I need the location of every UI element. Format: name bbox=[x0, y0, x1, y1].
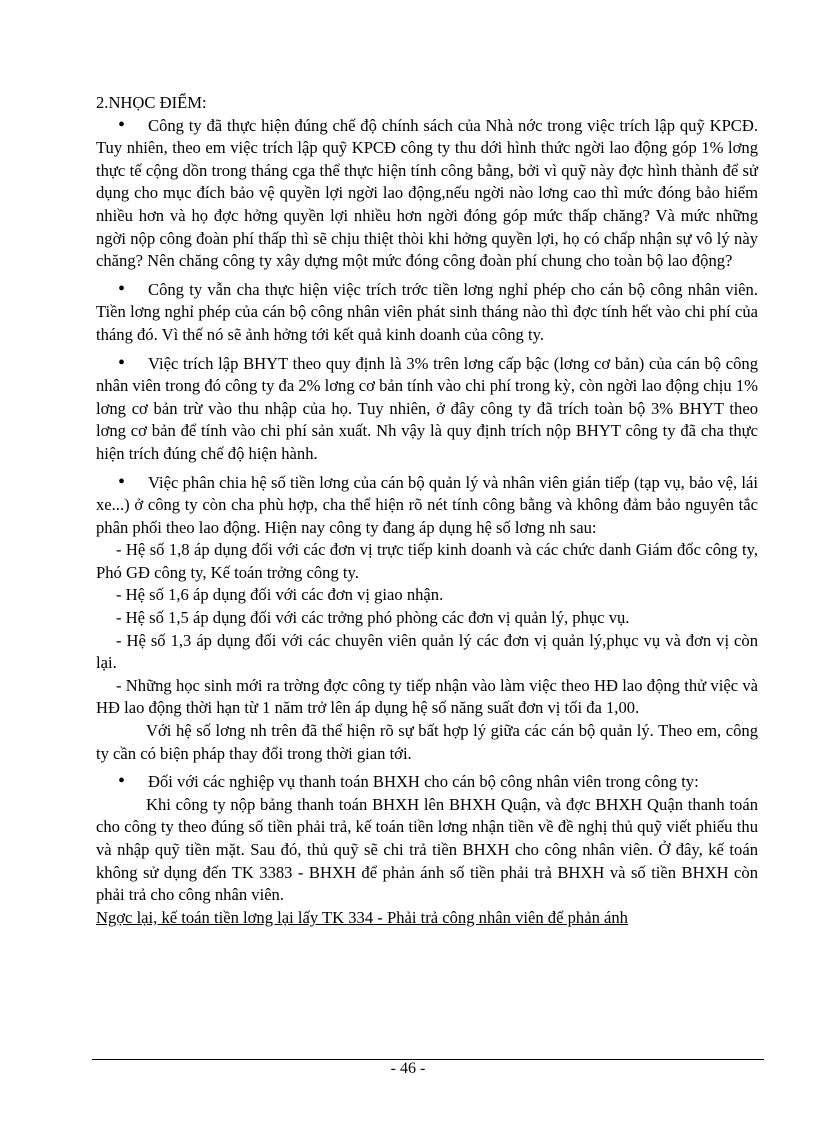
bullet-paragraph-3 bbox=[96, 353, 758, 466]
bullet-paragraph-5 bbox=[96, 771, 758, 794]
bullet-paragraph-2 bbox=[96, 279, 758, 347]
bullet-icon: • bbox=[118, 770, 126, 793]
conclusion-paragraph: Với hệ số lơng nh trên đã thể hiện rõ sự bất hợp lý giữa các cán bộ quản lý. Theo em, công ty cần có biện pháp thay đổi trong thời gian tới. bbox=[96, 721, 758, 763]
page-number: - 46 - bbox=[390, 1060, 426, 1077]
bullet-icon: • bbox=[118, 351, 126, 374]
dash-list-item: - Hệ số 1,8 áp dụng đối với các đơn vị trực tiếp kinh doanh và các chức danh Giám đốc công ty, Phó GĐ công ty, Kế toán trởng công ty. bbox=[96, 540, 758, 582]
bullet-paragraph-1 bbox=[96, 115, 758, 273]
bullet-icon: • bbox=[118, 470, 126, 493]
bullet-icon: • bbox=[118, 113, 126, 136]
paragraph-text: Việc phân chia hệ số tiền lơng của cán bộ quản lý và nhân viên gián tiếp (tạp vụ, bảo vệ, lái xe...) ở công ty còn cha phù hợp, cha thể hiện rõ nét tính công bằng và không đảm bảo nguyên tắc phân phối theo lao động. Hiện nay công ty đang áp dụng hệ số lơng nh sau: bbox=[96, 472, 758, 537]
body-text bbox=[96, 92, 758, 929]
paragraph-text: Công ty đã thực hiện đúng chế độ chính sách của Nhà nớc trong việc trích lập quỹ KPCĐ. Tuy nhiên, theo em việc trích lập quỹ KPCĐ công ty thu dới hình thức ngời lao động góp 1% lơng thực tế cộng dồn trong tháng cga thể thực hiện tính công bằng, bởi vì quỹ này đợc hình thành để sử dụng cho mục đích bảo vệ quyền lợi ngời lao động,nếu ngời nào lơng cao thì mức đóng bảo hiểm nhiều hơn và họ đợc hởng quyền lợi nhiều hơn ngời đóng góp mức thấp chăng? Và mức những ngời nộp công đoàn phí thấp thì sẽ chịu thiệt thòi khi hởng quyền lợi, họ có chấp nhận sự vô lý này chăng? Nên chăng công ty xây dựng một mức đóng công đoàn phí chung cho toàn bộ lao động? bbox=[96, 115, 758, 271]
paragraph-text: Đối với các nghiệp vụ thanh toán BHXH cho cán bộ công nhân viên trong công ty: bbox=[148, 772, 699, 792]
paragraph-text: Việc trích lập BHYT theo quy định là 3% trên lơng cấp bậc (lơng cơ bản) của cán bộ công nhân viên trong đó công ty đa 2% lơng cơ bản tính vào chi phí trong kỳ, còn ngời lao động chịu 1% lơng cơ bản trừ vào thu nhập của họ. Tuy nhiên, ở đây công ty đã trích toàn bộ 3% BHYT theo lơng cơ bản để tính vào chi phí sản xuất. Nh vậy là quy định trích nộp BHYT công ty đã cha thực hiện trích đúng chế độ hiện hành. bbox=[96, 353, 758, 463]
paragraph-text: Công ty vẫn cha thực hiện việc trích trớc tiền lơng nghỉ phép cho cán bộ công nhân viên. Tiền lơng nghỉ phép của cán bộ công nhân viên phát sinh tháng nào thì đợc tính hết vào chi phí của tháng đó. Vì thế nó sẽ ảnh hởng tới kết quả kinh doanh của công ty. bbox=[96, 279, 758, 344]
final-underlined-line: Ngợc lại, kế toán tiền lơng lại lấy TK 334 - Phải trả công nhân viên để phản ánh bbox=[96, 907, 628, 927]
dash-list-item: - Hệ số 1,5 áp dụng đối với các trởng phó phòng các đơn vị quản lý, phục vụ. bbox=[116, 608, 630, 628]
final-paragraph: Khi công ty nộp bảng thanh toán BHXH lên BHXH Quận, và đợc BHXH Quận thanh toán cho công ty theo đúng số tiền phải trả, kế toán tiền lơng nhận tiền về đề nghị thủ quỹ viết phiếu thu và nhập quỹ tiền mặt. Sau đó, thủ quỹ sẽ chi trả tiền BHXH cho công nhân viên. Ở đây, kế toán không sử dụng đến TK 3383 - BHXH để phản ánh số tiền phải trả BHXH và số tiền BHXH còn phải trả cho công nhân viên. bbox=[96, 794, 758, 905]
dash-list-item: - Hệ số 1,6 áp dụng đối với các đơn vị giao nhận. bbox=[116, 585, 444, 605]
dash-list-item: - Hệ số 1,3 áp dụng đối với các chuyên viên quản lý các đơn vị quản lý,phục vụ và đơn vị còn lại. bbox=[96, 630, 758, 673]
bullet-icon: • bbox=[118, 277, 126, 300]
section-heading: 2.NHỌC ĐIỂM: bbox=[96, 93, 207, 112]
dash-list-item: - Những học sinh mới ra trờng đợc công ty tiếp nhận vào làm việc theo HĐ lao động thử việc và HĐ lao động thời hạn từ 1 năm trở lên áp dụng hệ số năng suất đơn vị tối đa 1,00. bbox=[96, 675, 758, 718]
bullet-paragraph-4 bbox=[96, 472, 758, 540]
